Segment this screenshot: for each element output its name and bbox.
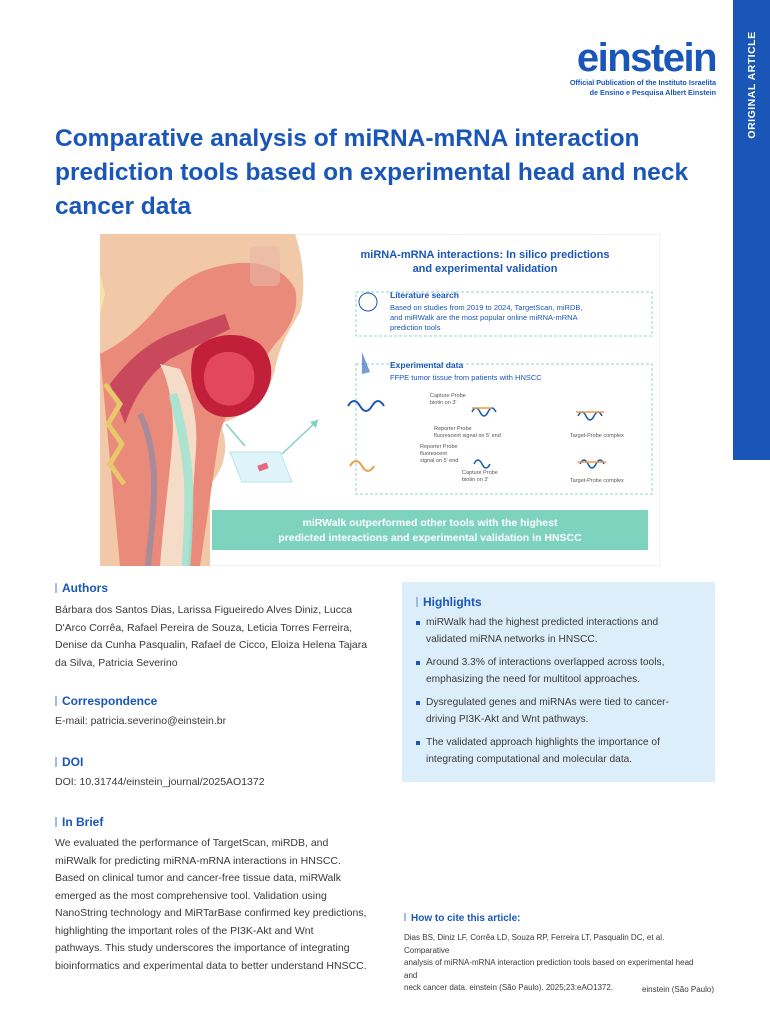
doi-heading: DOI — [55, 755, 83, 769]
banner-line2: predicted interactions and experimental validation in HNSCC — [278, 532, 582, 544]
magnifier-icon — [359, 293, 377, 311]
target-probe-complex-1: Target-Probe complex — [570, 433, 624, 439]
article-title: Comparative analysis of miRNA-mRNA interaction prediction tools based on experimental head and neck cancer data — [55, 125, 689, 220]
citation-text: Dias BS, Diniz LF, Corrêa LD, Souza RP, Ferreira LT, Pasqualin DC, et al. Comparative analysis of miRNA-mRNA interaction prediction tools based on experimental head and neck cancer data. einstein (São Paulo). 2025;23:eAO1372. — [404, 933, 694, 992]
authors-heading: Authors — [55, 581, 108, 595]
logo-wordmark: einstein — [576, 36, 716, 80]
in-brief-heading: In Brief — [55, 815, 103, 829]
highlight-item: Dysregulated genes and miRNAs were tied to cancer- driving PI3K-Akt and Wnt pathways. — [416, 695, 694, 728]
literature-title: Literature search — [390, 290, 459, 300]
reporter-probe-1b: fluorescent signal on 5' end — [434, 433, 501, 439]
in-brief-text: We evaluated the performance of TargetScan, miRDB, and miRWalk for predicting miRNA-mRNA interactions in HNSCC. Based on clinical tumor and cancer-free tissue data, miRWalk emerged as the most comprehensive tool. Validation using NanoString technology and MiRTarBase confirmed key predictions, highlighting the important roles of the PI3K-Akt and Wnt pathways. This study underscores the importance of integrating bioinformatics and experimental data to better understand HNSCC. — [55, 837, 367, 972]
reporter-probe-2b: fluorescent — [420, 451, 447, 457]
abstract-heading-line2: and experimental validation — [412, 263, 558, 275]
capture-probe-2b: biotin on 3' — [462, 477, 489, 483]
highlights-box — [402, 582, 715, 782]
capture-probe-2: Capture Probe — [462, 470, 498, 476]
how-to-cite-heading: How to cite this article: — [404, 913, 520, 924]
side-tab-label: ORIGINAL ARTICLE — [745, 31, 758, 139]
abstract-heading-line1: miRNA-mRNA interactions: In silico predictions — [360, 249, 610, 261]
experimental-subtitle: FFPE tumor tissue from patients with HNSCC — [390, 373, 542, 382]
correspondence-heading: Correspondence — [55, 694, 157, 708]
capture-probe-1: Capture Probe — [430, 393, 466, 399]
experimental-title: Experimental data — [390, 360, 464, 370]
banner-line1: miRWalk outperformed other tools with the highest — [302, 517, 558, 529]
highlights-heading: Highlights — [416, 595, 482, 609]
highlight-item: miRWalk had the highest predicted interactions and validated miRNA networks in HNSCC. — [416, 615, 694, 648]
svg-text:Capture Probe — [430, 393, 466, 399]
reporter-probe-2: Reporter Probe — [420, 444, 458, 450]
conclusion-banner — [212, 510, 648, 550]
reporter-probe-1: Reporter Probe — [434, 426, 472, 432]
highlight-item: Around 3.3% of interactions overlapped across tools, emphasizing the need for multitool approaches. — [416, 655, 694, 688]
target-probe-complex-2: Target-Probe complex — [570, 478, 624, 484]
reporter-probe-2c: signal on 5' end — [420, 458, 459, 464]
logo-subline-1: Official Publication of the Instituto Israelita — [569, 78, 716, 87]
highlight-item: The validated approach highlights the importance of integrating computational and molecular data. — [416, 735, 694, 768]
capture-probe-1b: biotin on 3' — [430, 400, 457, 406]
original-article-tab — [733, 0, 770, 460]
correspondence-email[interactable]: E-mail: patricia.severino@einstein.br — [55, 715, 227, 727]
doi-link[interactable]: DOI: 10.31744/einstein_journal/2025AO1372 — [55, 776, 265, 788]
literature-line3: prediction tools — [390, 323, 441, 332]
einstein-logo — [570, 38, 716, 98]
footer-journal: einstein (São Paulo) — [641, 985, 714, 994]
literature-line2: and miRWalk are the most popular online miRNA-mRNA — [390, 313, 578, 322]
graphical-abstract — [100, 234, 660, 566]
authors-list: Bárbara dos Santos Dias, Larissa Figueiredo Alves Diniz, Lucca D'Arco Corrêa, Rafael Pereira de Souza, Leticia Torres Ferreira, Denise da Cunha Pasqualin, Rafael de Cicco, Eloiza Helena Tajara da Silva, Patricia Severino — [55, 604, 368, 669]
literature-line1: Based on studies from 2019 to 2024, TargetScan, miRDB, — [390, 303, 583, 312]
logo-subline-2: de Ensino e Pesquisa Albert Einstein — [589, 88, 716, 97]
